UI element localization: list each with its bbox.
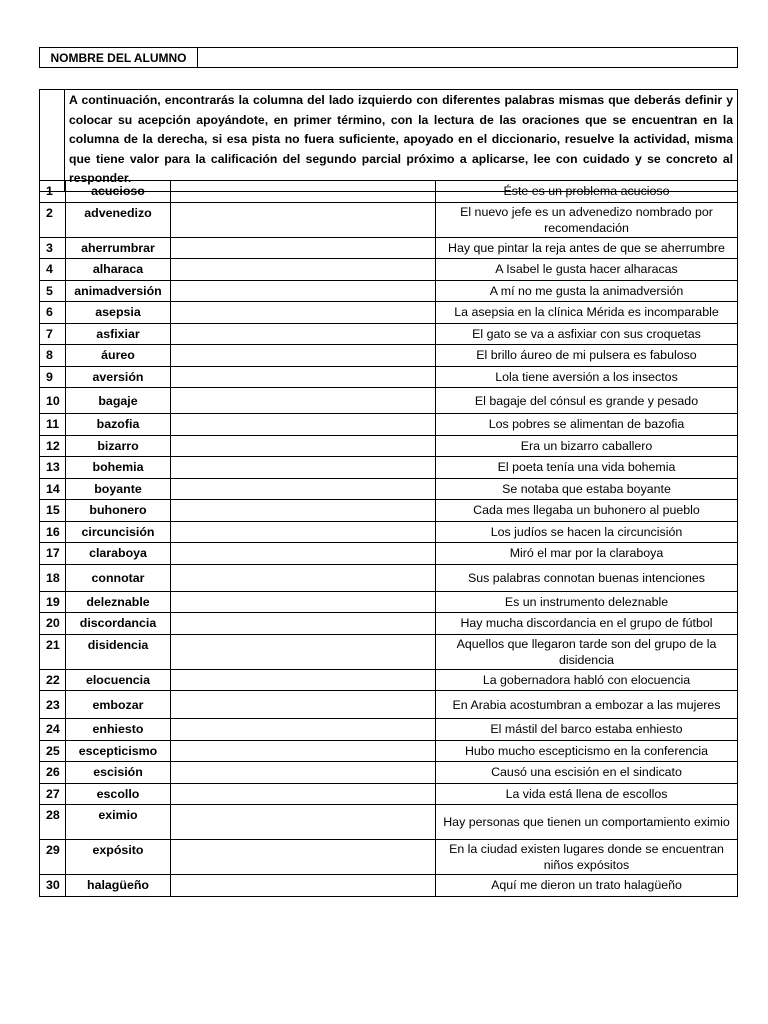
example-sentence: Se notaba que estaba boyante (436, 478, 738, 500)
table-row (40, 500, 738, 522)
vocabulary-table (39, 180, 738, 897)
table-row (40, 875, 738, 897)
vocabulary-word: alharaca (66, 259, 171, 281)
table-row (40, 521, 738, 543)
example-sentence: Es un instrumento deleznable (436, 591, 738, 613)
row-number: 1 (40, 181, 66, 203)
table-row (40, 591, 738, 613)
row-number: 20 (40, 613, 66, 635)
row-number: 5 (40, 280, 66, 302)
vocabulary-word: embozar (66, 691, 171, 719)
table-row (40, 783, 738, 805)
vocabulary-word: claraboya (66, 543, 171, 565)
vocabulary-word: halagüeño (66, 875, 171, 897)
example-sentence: La asepsia en la clínica Mérida es incomparable (436, 302, 738, 324)
row-number: 4 (40, 259, 66, 281)
definition-answer-cell[interactable] (171, 457, 436, 479)
row-number: 14 (40, 478, 66, 500)
table-row (40, 669, 738, 691)
table-row (40, 740, 738, 762)
example-sentence: Cada mes llegaba un buhonero al pueblo (436, 500, 738, 522)
row-number: 10 (40, 388, 66, 414)
row-number: 23 (40, 691, 66, 719)
row-number: 29 (40, 840, 66, 875)
definition-answer-cell[interactable] (171, 613, 436, 635)
definition-answer-cell[interactable] (171, 521, 436, 543)
example-sentence: Éste es un problema acucioso (436, 181, 738, 203)
example-sentence: El gato se va a asfixiar con sus croquetas (436, 323, 738, 345)
definition-answer-cell[interactable] (171, 500, 436, 522)
definition-answer-cell[interactable] (171, 719, 436, 741)
row-number: 18 (40, 564, 66, 591)
vocabulary-word: áureo (66, 345, 171, 367)
table-row (40, 805, 738, 840)
definition-answer-cell[interactable] (171, 202, 436, 237)
definition-answer-cell[interactable] (171, 478, 436, 500)
example-sentence: Los pobres se alimentan de bazofia (436, 414, 738, 436)
row-number: 8 (40, 345, 66, 367)
example-sentence: Hay que pintar la reja antes de que se aherrumbre (436, 237, 738, 259)
definition-answer-cell[interactable] (171, 323, 436, 345)
example-sentence: La vida está llena de escollos (436, 783, 738, 805)
row-number: 17 (40, 543, 66, 565)
vocabulary-word: escollo (66, 783, 171, 805)
vocabulary-word: buhonero (66, 500, 171, 522)
definition-answer-cell[interactable] (171, 366, 436, 388)
vocabulary-word: discordancia (66, 613, 171, 635)
table-row (40, 840, 738, 875)
vocabulary-word: escepticismo (66, 740, 171, 762)
example-sentence: El mástil del barco estaba enhiesto (436, 719, 738, 741)
row-number: 2 (40, 202, 66, 237)
example-sentence: Lola tiene aversión a los insectos (436, 366, 738, 388)
definition-answer-cell[interactable] (171, 762, 436, 784)
instructions-table (39, 89, 738, 192)
example-sentence: Era un bizarro caballero (436, 435, 738, 457)
vocabulary-word: disidencia (66, 634, 171, 669)
vocabulary-word: enhiesto (66, 719, 171, 741)
example-sentence: Miró el mar por la claraboya (436, 543, 738, 565)
definition-answer-cell[interactable] (171, 414, 436, 436)
example-sentence: Aquí me dieron un trato halagüeño (436, 875, 738, 897)
vocabulary-word: deleznable (66, 591, 171, 613)
instructions-blank-cell (40, 90, 65, 192)
example-sentence: El poeta tenía una vida bohemia (436, 457, 738, 479)
row-number: 25 (40, 740, 66, 762)
instructions-text: A continuación, encontrarás la columna del lado izquierdo con diferentes palabras mismas que deberás definir y colocar su acepción apoyándote, en primer término, con la lectura de las oraciones que se encuentran en la columna de la derecha, si esa pista no fuera suficiente, apoyado en el diccionario, resuelve la actividad, misma que tiene valor para la calificación del segundo parcial próximo a aplicarse, lee con cuidado y se concreto al responder. (69, 93, 733, 186)
definition-answer-cell[interactable] (171, 302, 436, 324)
vocabulary-word: boyante (66, 478, 171, 500)
definition-answer-cell[interactable] (171, 564, 436, 591)
definition-answer-cell[interactable] (171, 669, 436, 691)
table-row (40, 478, 738, 500)
table-row (40, 323, 738, 345)
vocabulary-word: asfixiar (66, 323, 171, 345)
example-sentence: La gobernadora habló con elocuencia (436, 669, 738, 691)
table-row (40, 691, 738, 719)
row-number: 15 (40, 500, 66, 522)
vocabulary-word: connotar (66, 564, 171, 591)
row-number: 7 (40, 323, 66, 345)
vocabulary-word: expósito (66, 840, 171, 875)
example-sentence: Hubo mucho escepticismo en la conferencia (436, 740, 738, 762)
student-name-field[interactable] (198, 48, 738, 68)
table-row (40, 634, 738, 669)
vocabulary-word: asepsia (66, 302, 171, 324)
definition-answer-cell[interactable] (171, 435, 436, 457)
row-number: 9 (40, 366, 66, 388)
definition-answer-cell[interactable] (171, 691, 436, 719)
table-row (40, 388, 738, 414)
example-sentence: El bagaje del cónsul es grande y pesado (436, 388, 738, 414)
row-number: 3 (40, 237, 66, 259)
vocabulary-word: bizarro (66, 435, 171, 457)
table-row (40, 181, 738, 203)
table-row (40, 719, 738, 741)
table-row (40, 414, 738, 436)
example-sentence: A mí no me gusta la animadversión (436, 280, 738, 302)
row-number: 11 (40, 414, 66, 436)
row-number: 24 (40, 719, 66, 741)
vocabulary-word: bazofia (66, 414, 171, 436)
table-row (40, 613, 738, 635)
row-number: 28 (40, 805, 66, 840)
definition-answer-cell[interactable] (171, 840, 436, 875)
example-sentence: Los judíos se hacen la circuncisión (436, 521, 738, 543)
definition-answer-cell[interactable] (171, 259, 436, 281)
definition-answer-cell[interactable] (171, 280, 436, 302)
row-number: 13 (40, 457, 66, 479)
definition-answer-cell[interactable] (171, 634, 436, 669)
row-number: 22 (40, 669, 66, 691)
example-sentence: El nuevo jefe es un advenedizo nombrado por recomendación (436, 202, 738, 237)
definition-answer-cell[interactable] (171, 591, 436, 613)
vocabulary-word: acucioso (66, 181, 171, 203)
definition-answer-cell[interactable] (171, 543, 436, 565)
row-number: 26 (40, 762, 66, 784)
table-row (40, 345, 738, 367)
example-sentence: Hay personas que tienen un comportamiento eximio (436, 805, 738, 840)
vocabulary-word: advenedizo (66, 202, 171, 237)
table-row (40, 457, 738, 479)
definition-answer-cell[interactable] (171, 805, 436, 840)
definition-answer-cell[interactable] (171, 783, 436, 805)
definition-answer-cell[interactable] (171, 237, 436, 259)
student-name-table (39, 47, 738, 68)
student-name-label: NOMBRE DEL ALUMNO (40, 48, 198, 68)
row-number: 21 (40, 634, 66, 669)
definition-answer-cell[interactable] (171, 181, 436, 203)
table-row (40, 259, 738, 281)
definition-answer-cell[interactable] (171, 875, 436, 897)
row-number: 12 (40, 435, 66, 457)
vocabulary-word: aherrumbrar (66, 237, 171, 259)
vocabulary-word: eximio (66, 805, 171, 840)
table-row (40, 762, 738, 784)
row-number: 6 (40, 302, 66, 324)
definition-answer-cell[interactable] (171, 388, 436, 414)
example-sentence: Sus palabras connotan buenas intenciones (436, 564, 738, 591)
example-sentence: Causó una escisión en el sindicato (436, 762, 738, 784)
definition-answer-cell[interactable] (171, 740, 436, 762)
table-row (40, 564, 738, 591)
vocabulary-word: escisión (66, 762, 171, 784)
table-row (40, 435, 738, 457)
table-row (40, 302, 738, 324)
row-number: 19 (40, 591, 66, 613)
row-number: 30 (40, 875, 66, 897)
vocabulary-word: circuncisión (66, 521, 171, 543)
vocabulary-word: bagaje (66, 388, 171, 414)
row-number: 16 (40, 521, 66, 543)
table-row (40, 280, 738, 302)
instructions-cell (65, 90, 738, 192)
table-row (40, 202, 738, 237)
vocabulary-word: elocuencia (66, 669, 171, 691)
example-sentence: El brillo áureo de mi pulsera es fabuloso (436, 345, 738, 367)
table-row (40, 366, 738, 388)
vocabulary-word: bohemia (66, 457, 171, 479)
vocabulary-word: animadversión (66, 280, 171, 302)
definition-answer-cell[interactable] (171, 345, 436, 367)
example-sentence: Hay mucha discordancia en el grupo de fútbol (436, 613, 738, 635)
example-sentence: En Arabia acostumbran a embozar a las mujeres (436, 691, 738, 719)
vocabulary-word: aversión (66, 366, 171, 388)
example-sentence: En la ciudad existen lugares donde se encuentran niños expósitos (436, 840, 738, 875)
example-sentence: A Isabel le gusta hacer alharacas (436, 259, 738, 281)
table-row (40, 237, 738, 259)
table-row (40, 543, 738, 565)
example-sentence: Aquellos que llegaron tarde son del grupo de la disidencia (436, 634, 738, 669)
row-number: 27 (40, 783, 66, 805)
